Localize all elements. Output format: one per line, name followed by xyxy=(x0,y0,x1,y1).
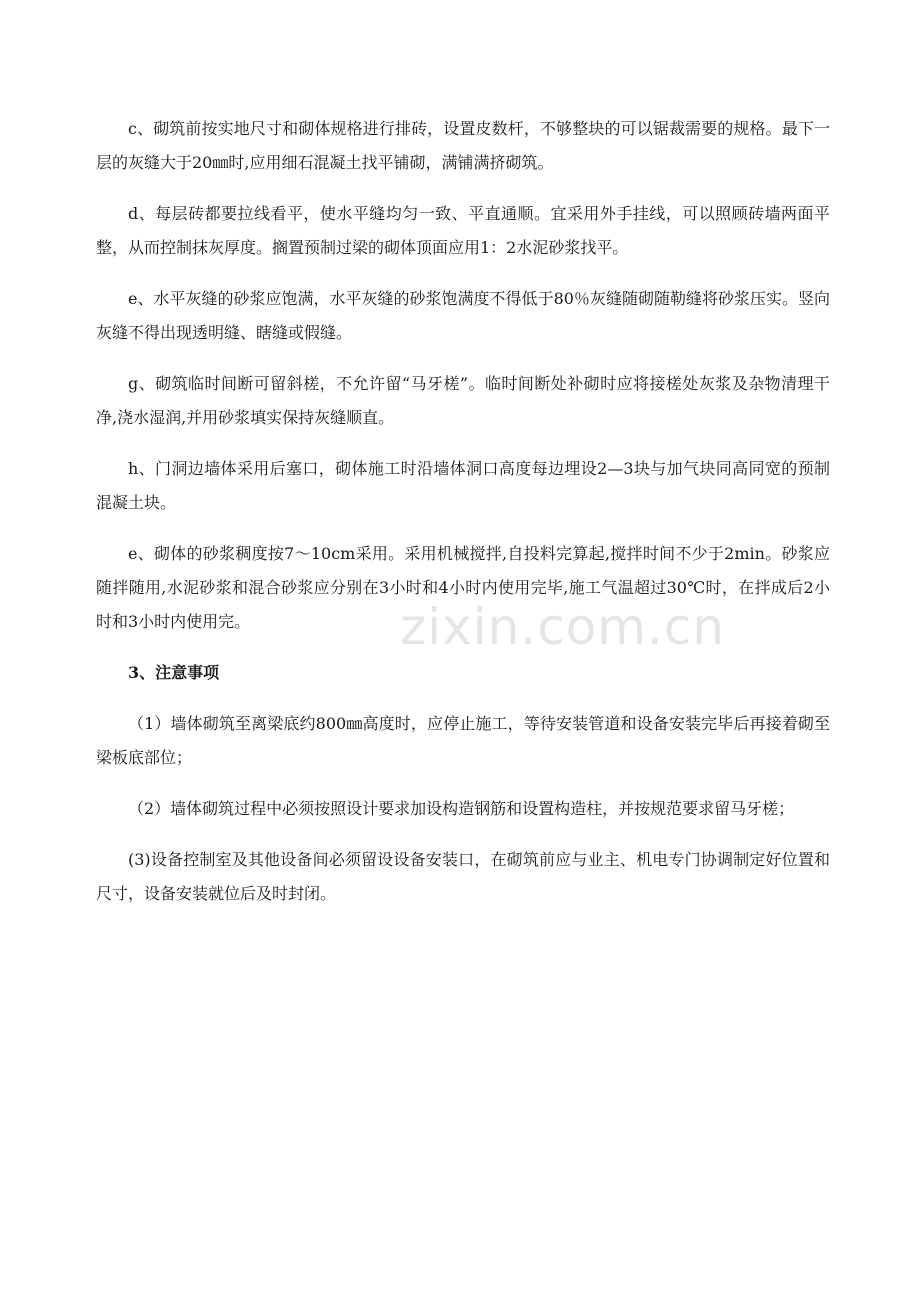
paragraph-d: d、每层砖都要拉线看平，使水平缝均匀一致、平直通顺。宜采用外手挂线，可以照顾砖墙两面平整，从而控制抹灰厚度。搁置预制过梁的砌体顶面应用1：2水泥砂浆找平。 xyxy=(96,204,830,257)
watermark: zixin.com.cn xyxy=(400,598,726,656)
precaution-item-2: （2）墙体砌筑过程中必须按照设计要求加设构造钢筋和设置构造柱，并按规范要求留马牙槎； xyxy=(128,799,795,818)
paragraph-c: c、砌筑前按实地尺寸和砌体规格进行排砖，设置皮数杆，不够整块的可以锯裁需要的规格。最下一层的灰缝大于20㎜时,应用细石混凝土找平铺砌，满铺满挤砌筑。 xyxy=(96,119,830,172)
document-body xyxy=(96,112,830,911)
precaution-item-3: (3)设备控制室及其他设备间必须留设设备安装口，在砌筑前应与业主、机电专门协调制定好位置和尺寸，设备安装就位后及时封闭。 xyxy=(96,850,830,903)
section-heading-precautions: 3、注意事项 xyxy=(128,663,220,682)
paragraph-e-mortar-fullness: e、水平灰缝的砂浆应饱满，水平灰缝的砂浆饱满度不得低于80％灰缝随砌随勒缝将砂浆压实。竖向灰缝不得出现透明缝、瞎缝或假缝。 xyxy=(96,289,830,342)
paragraph-g: g、砌筑临时间断可留斜槎，不允许留“马牙槎”。临时间断处补砌时应将接槎处灰浆及杂物清理干净,浇水湿润,并用砂浆填实保持灰缝顺直。 xyxy=(96,374,830,427)
paragraph-h: h、门洞边墙体采用后塞口，砌体施工时沿墙体洞口高度每边埋设2—3块与加气块同高同宽的预制混凝土块。 xyxy=(96,459,830,512)
paragraph-e-mortar-consistency: e、砌体的砂浆稠度按7～10cm采用。采用机械搅拌,自投料完算起,搅拌时间不少于2min。砂浆应随拌随用,水泥砂浆和混合砂浆应分别在3小时和4小时内使用完毕,施工气温超过30℃时，在拌成后2小时和3小时内使用完。 xyxy=(96,544,830,631)
precaution-item-1: （1）墙体砌筑至离梁底约800㎜高度时，应停止施工，等待安装管道和设备安装完毕后再接着砌至梁板底部位； xyxy=(96,714,830,767)
